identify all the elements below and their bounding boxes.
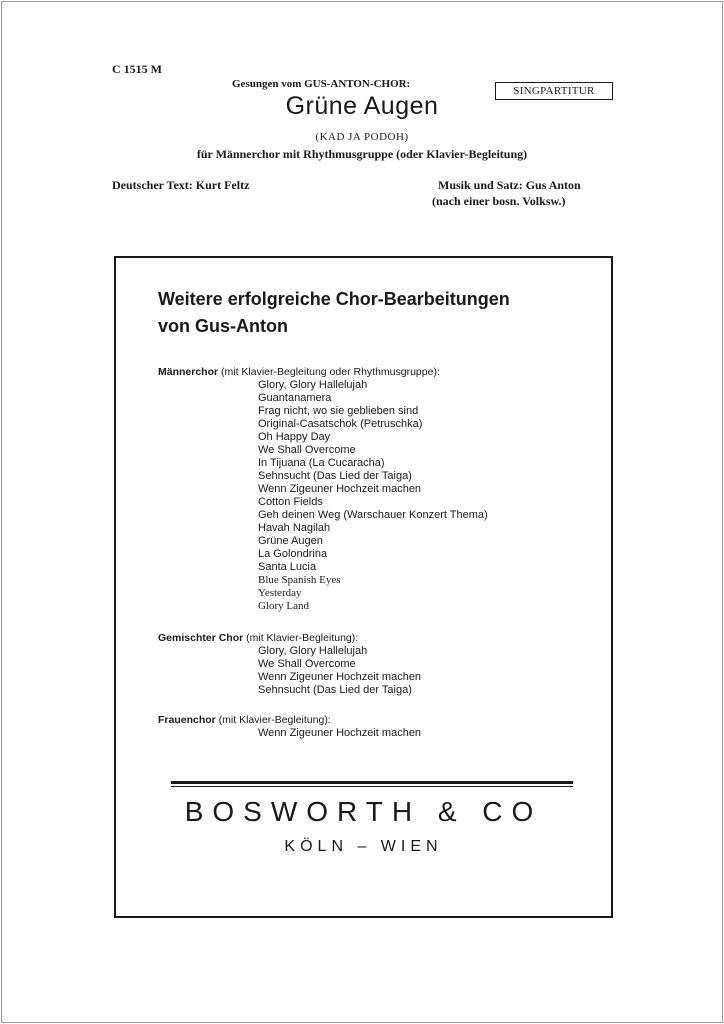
lyricist-credit: Deutscher Text: Kurt Feltz [112, 178, 250, 192]
list-item: In Tijuana (La Cucaracha) [258, 457, 385, 469]
divider-thin [171, 786, 573, 787]
section-note: (mit Klavier-Begleitung oder Rhythmusgruppe): [221, 366, 440, 378]
section-name: Männerchor [158, 366, 219, 378]
list-item: Glory Land [258, 600, 310, 612]
list-item: Grüne Augen [258, 535, 323, 547]
publisher-cities: KÖLN – WIEN [284, 838, 443, 855]
original-title: (KAD JA PODOH) [315, 131, 409, 143]
list-item: Geh deinen Weg (Warschauer Konzert Thema) [258, 509, 488, 521]
list-item: We Shall Overcome [258, 444, 356, 456]
ad-heading-line2: von Gus-Anton [158, 316, 288, 336]
section-name: Frauenchor [158, 714, 216, 726]
list-item: Havah Nagilah [258, 522, 331, 534]
edition-label: SINGPARTITUR [495, 82, 613, 100]
song-title: Grüne Augen [285, 92, 439, 120]
sung-by-line: Gesungen vom GUS-ANTON-CHOR: [232, 78, 411, 90]
scoring-line: für Männerchor mit Rhythmusgruppe (oder Klavier-Begleitung) [196, 147, 528, 161]
list-item: Frag nicht, wo sie geblieben sind [258, 405, 419, 417]
ad-heading-line1: Weitere erfolgreiche Chor-Bearbeitungen [158, 289, 510, 309]
list-item: Wenn Zigeuner Hochzeit machen [258, 671, 422, 683]
list-item: Sehnsucht (Das Lied der Taiga) [258, 684, 412, 696]
list-item: Glory, Glory Hallelujah [258, 645, 368, 657]
publisher-name: BOSWORTH & CO [184, 796, 543, 827]
section-heading [158, 714, 331, 726]
list-item: Guantanamera [258, 392, 332, 404]
list-item: Oh Happy Day [258, 431, 331, 443]
list-item: Santa Lucia [258, 561, 317, 573]
list-item: Blue Spanish Eyes [258, 574, 341, 586]
list-item: Sehnsucht (Das Lied der Taiga) [258, 470, 412, 482]
catalog-number: C 1515 M [112, 62, 162, 76]
advertisement-box [114, 256, 613, 918]
section-note: (mit Klavier-Begleitung): [246, 632, 359, 644]
divider-thick [171, 781, 573, 784]
section-name: Gemischter Chor [158, 632, 244, 644]
section-heading [158, 632, 358, 644]
list-item: Cotton Fields [258, 496, 323, 508]
list-item: Yesterday [258, 587, 302, 599]
composer-note: (nach einer bosn. Volksw.) [432, 194, 566, 208]
section-note: (mit Klavier-Begleitung): [218, 714, 331, 726]
composer-credit: Musik und Satz: Gus Anton [438, 178, 581, 192]
list-item: We Shall Overcome [258, 658, 356, 670]
list-item: Glory, Glory Hallelujah [258, 379, 368, 391]
section-heading [158, 366, 440, 378]
list-item: Wenn Zigeuner Hochzeit machen [258, 727, 422, 739]
list-item: Wenn Zigeuner Hochzeit machen [258, 483, 422, 495]
list-item: Original-Casatschok (Petruschka) [258, 418, 423, 430]
list-item: La Golondrina [258, 548, 328, 560]
